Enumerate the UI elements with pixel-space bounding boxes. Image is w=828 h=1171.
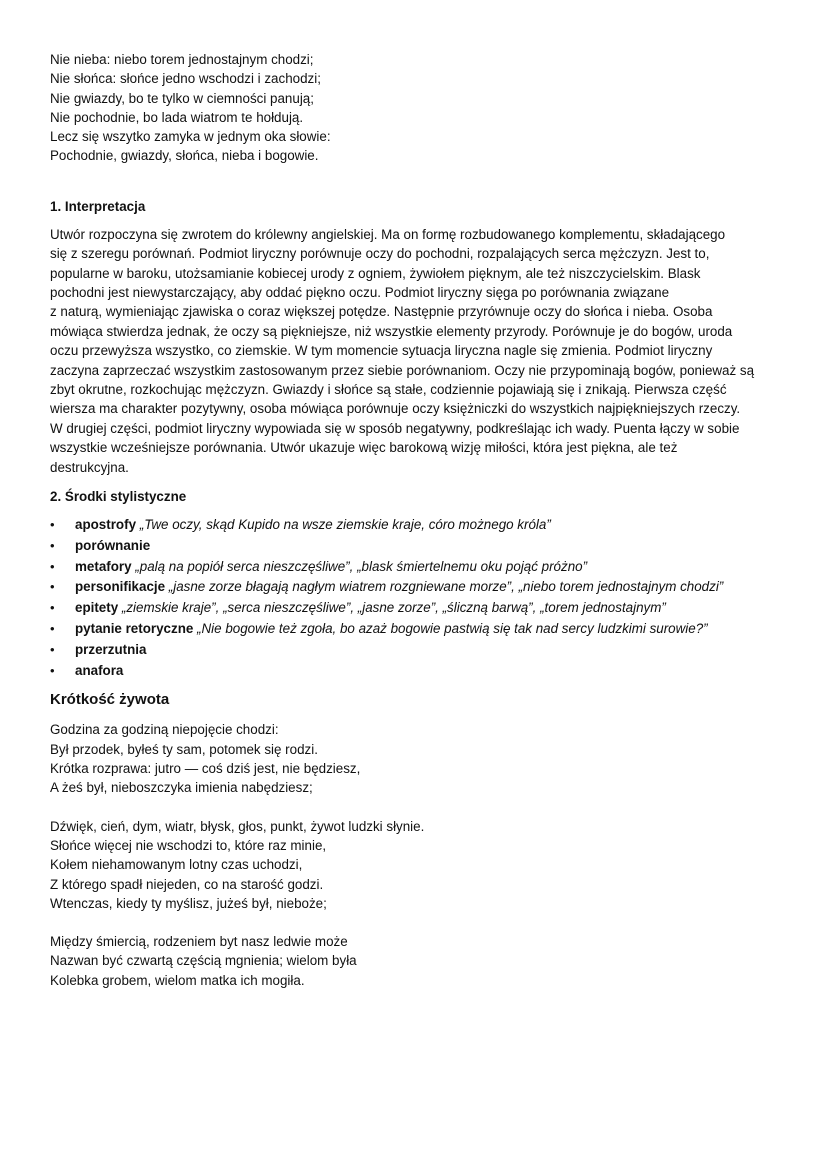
device-example: „Twe oczy, skąd Kupido na wsze ziemskie kraje, córo możnego króla” — [136, 517, 551, 533]
poem-line: Kołem niehamowanym lotny czas uchodzi, — [50, 857, 303, 873]
poem-line: Krótka rozprawa: jutro — coś dziś jest, nie będziesz, — [50, 761, 361, 777]
poem-line: Między śmiercią, rodzeniem byt nasz ledwie może — [50, 934, 348, 950]
paragraph-line: się z szeregu porównań. Podmiot liryczny porównuje oczy do pochodni, rozpalających serca mężczyzn. Jest to, — [50, 246, 710, 262]
device-name: porównanie — [75, 537, 151, 553]
poem-line: Nie nieba: niebo torem jednostajnym chodzi; — [50, 52, 314, 67]
device-example: „ziemskie kraje”, „serca nieszczęśliwe”, „jasne zorze”, „śliczną barwą”, „torem jednostajnym” — [118, 600, 666, 616]
device-name: metafory — [75, 558, 132, 574]
device-name: epitety — [75, 600, 119, 616]
paragraph-line: wszystkie wcześniejsze porównania. Utwór ukazuje więc barokową wizję miłości, która jest piękna, ale też — [50, 440, 678, 456]
interpretation-paragraph — [50, 225, 780, 477]
poem-line: Nie słońca: słońce jedno wschodzi i zachodzi; — [50, 71, 321, 87]
bullet-icon: • — [50, 537, 55, 553]
device-name: przerzutnia — [75, 641, 147, 657]
bullet-icon: • — [50, 579, 55, 595]
list-item — [50, 536, 780, 557]
bullet-icon: • — [50, 517, 55, 533]
device-name: pytanie retoryczne — [75, 621, 194, 637]
device-example: „jasne zorze błagają nagłym wiatrem rozgniewane morze”, „niebo torem jednostajnym chodzi” — [165, 579, 724, 595]
poem-excerpt — [50, 50, 780, 166]
poem-text — [50, 720, 780, 990]
paragraph-line: popularne w baroku, utożsamianie kobiecej urody z ogniem, żywiołem pięknym, ale też niszczycielskim. Blask — [50, 265, 701, 281]
poem-line: Kolebka grobem, wielom matka ich mogiła. — [50, 972, 305, 988]
document-page — [50, 50, 780, 990]
paragraph-line: zbyt okrutne, rozkochując mężczyzn. Gwiazdy i słońce są stałe, codziennie pojawiają się i znikają. Pierwsza część — [50, 382, 727, 398]
poem-line: Godzina za godziną niepojęcie chodzi: — [50, 722, 279, 738]
poem-line: Słońce więcej nie wschodzi to, które raz minie, — [50, 837, 327, 853]
paragraph-line: pochodni jest niewystarczający, aby oddać piękno oczu. Podmiot liryczny sięga po porównania związane — [50, 285, 670, 300]
paragraph-line: zaczyna zaprzeczać wszystkim zastosowanym przez siebie porównaniom. Oczy nie przypominają bogów, ponieważ są — [50, 362, 755, 378]
poem-line: A żeś był, nieboszczyka imienia nabędziesz; — [50, 780, 313, 796]
device-name: anafora — [75, 662, 124, 678]
paragraph-line: mówiąca stwierdza jednak, że oczy są piękniejsze, niż wszystkie elementy przyrody. Porównuje je do bogów, uroda — [50, 323, 733, 339]
paragraph-line: wiersza ma charakter pozytywny, osoba mówiąca porównuje oczy księżniczki do wszystkich najpiękniejszych rzeczy. — [50, 401, 741, 417]
device-name: personifikacje — [75, 579, 166, 595]
list-item — [50, 515, 780, 536]
poem-line: Pochodnie, gwiazdy, słońca, nieba i bogowie. — [50, 148, 319, 164]
poem-line: Nie pochodnie, bo lada wiatrom te hołdują. — [50, 109, 304, 125]
poem-line: Nazwan być czwartą częścią mgnienia; wielom była — [50, 953, 357, 969]
paragraph-line: destrukcyjna. — [50, 459, 129, 475]
list-item — [50, 640, 780, 661]
bullet-icon: • — [50, 641, 55, 657]
stanza-gap — [50, 913, 780, 932]
paragraph-line: z naturą, wymieniając zjawiska o coraz większej potędze. Następnie przyrównuje oczy do słońca i nieba. Osoba — [50, 304, 713, 320]
poem-line: Z którego spadł niejeden, co na starość godzi. — [50, 876, 324, 892]
list-item — [50, 598, 780, 619]
poem-line: Był przodek, byłeś ty sam, potomek się rodzi. — [50, 741, 318, 757]
poem-title: Krótkość żywota — [50, 691, 170, 709]
paragraph-line: Utwór rozpoczyna się zwrotem do królewny angielskiej. Ma on formę rozbudowanego komplementu, składającego — [50, 226, 726, 242]
list-item — [50, 661, 780, 682]
bullet-icon: • — [50, 558, 55, 574]
poem-line: Dźwięk, cień, dym, wiatr, błysk, głos, punkt, żywot ludzki słynie. — [50, 818, 425, 834]
bullet-icon: • — [50, 662, 55, 678]
stylistic-devices-heading: 2. Środki stylistyczne — [50, 489, 187, 505]
bullet-icon: • — [50, 600, 55, 616]
poem-line: Wtenczas, kiedy ty myślisz, jużeś był, nieboże; — [50, 895, 327, 911]
paragraph-line: W drugiej części, podmiot liryczny wypowiada się w sposób negatywny, podkreślając ich wady. Puenta łączy w sobie — [50, 420, 740, 436]
poem-line: Lecz się wszytko zamyka w jednym oka słowie: — [50, 129, 331, 145]
device-example: „palą na popiół serca nieszczęśliwe”, „blask śmiertelnemu oku pojąć próżno” — [131, 558, 588, 574]
bullet-icon: • — [50, 621, 55, 637]
device-example: „Nie bogowie też zgoła, bo azaż bogowie pastwią się tak nad sercy ludzkimi surowie?” — [193, 621, 708, 637]
poem-line: Nie gwiazdy, bo te tylko w ciemności panują; — [50, 90, 314, 106]
list-item — [50, 577, 780, 598]
interpretation-heading: 1. Interpretacja — [50, 198, 146, 214]
list-item — [50, 619, 780, 640]
device-name: apostrofy — [75, 517, 137, 533]
list-item — [50, 557, 780, 578]
stanza-gap — [50, 798, 780, 817]
paragraph-line: oczu przewyższa wszystko, co ziemskie. W tym momencie sytuacja liryczna nagle się zmienia. Podmiot liryczny — [50, 343, 713, 359]
stylistic-devices-list — [50, 515, 780, 681]
